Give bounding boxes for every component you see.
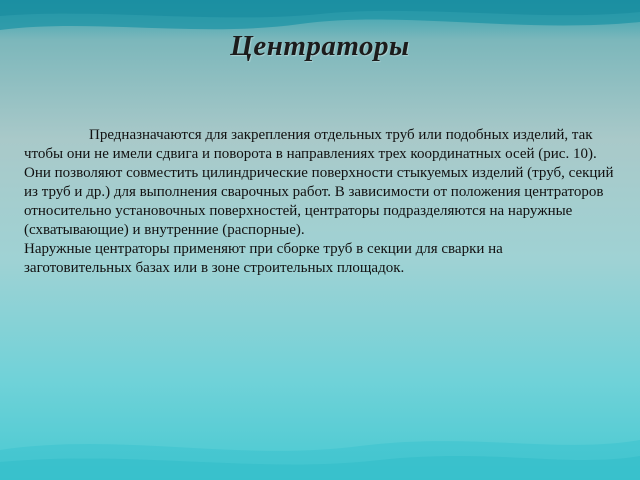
- slide-title: Центраторы: [230, 30, 410, 62]
- bottom-wave-decoration: [0, 410, 640, 480]
- paragraph-centralizers-purpose: Предназначаются для закрепления отдельных труб или подобных изделий, так чтобы они не имели сдвига и поворота в направлениях трех координатных осей (рис. 10). Они позволяют совместить цилиндрические поверхности стыкуемых изделий (труб, секций из труб и др.) для выполнения сварочных работ. В зависимости от положения центраторов относительно установочных поверхностей, центраторы подразделяются на наружные (схватывающие) и внутренние (распорные).: [24, 127, 614, 238]
- paragraph-external-centralizers: Наружные центраторы применяют при сборке труб в секции для сварки на заготовительных базах или в зоне строительных площадок.: [24, 241, 503, 276]
